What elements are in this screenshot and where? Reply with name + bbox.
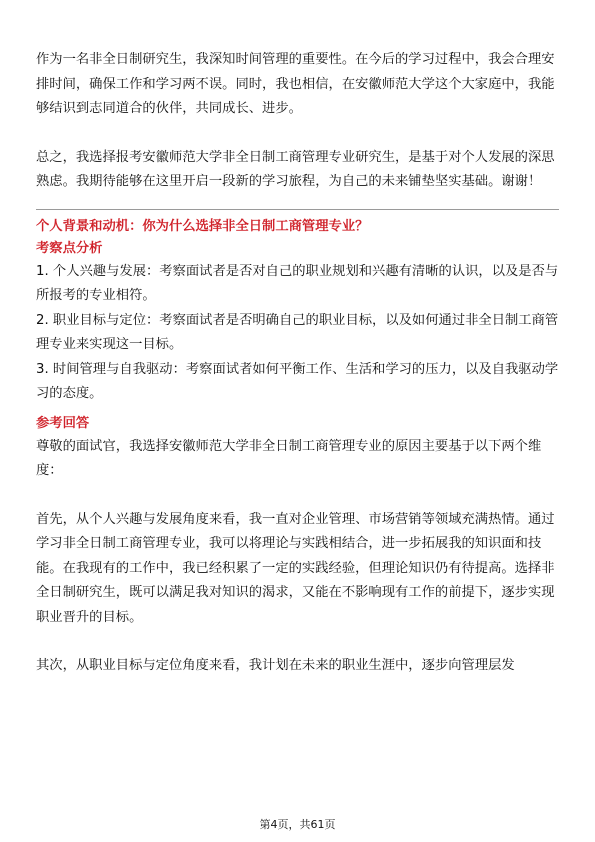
analysis-point-2: 2. 职业目标与定位：考察面试者是否明确自己的职业目标，以及如何通过非全日制工商管理专业来实现这一目标。 <box>36 312 559 352</box>
paragraph-time-management: 作为一名非全日制研究生，我深知时间管理的重要性。在今后的学习过程中，我会合理安排时间，确保工作和学习两不误。同时，我也相信，在安徽师范大学这个大家庭中，我能够结识到志同道合的伙伴，共同成长、进步。 <box>36 52 555 116</box>
analysis-point-1: 1. 个人兴趣与发展：考察面试者是否对自己的职业规划和兴趣有清晰的认识，以及是否与所报考的专业相符。 <box>36 263 559 303</box>
answer-heading: 参考回答 <box>36 415 90 431</box>
answer-first-dimension: 首先，从个人兴趣与发展角度来看，我一直对企业管理、市场营销等领域充满热情。通过学习非全日制工商管理专业，我可以将理论与实践相结合，进一步拓展我的知识面和技能。在我现有的工作中，我已经积累了一定的实践经验，但理论知识仍有待提高。选择非全日制研究生，既可以满足我对知识的渴求，又能在不影响现有工作的前提下，逐步实现职业晋升的目标。 <box>36 511 555 625</box>
answer-second-dimension: 其次，从职业目标与定位角度来看，我计划在未来的职业生涯中，逐步向管理层发 <box>36 658 515 673</box>
answer-intro: 尊敬的面试官，我选择安徽师范大学非全日制工商管理专业的原因主要基于以下两个维度： <box>36 438 542 478</box>
analysis-heading: 考察点分析 <box>36 240 103 256</box>
analysis-point-3: 3. 时间管理与自我驱动：考察面试者如何平衡工作、生活和学习的压力，以及自我驱动学习的态度。 <box>36 361 559 401</box>
paragraph-conclusion: 总之，我选择报考安徽师范大学非全日制工商管理专业研究生，是基于对个人发展的深思熟虑。我期待能够在这里开启一段新的学习旅程，为自己的未来铺垫坚实基础。谢谢！ <box>36 149 555 189</box>
section-divider <box>36 209 559 210</box>
document-page <box>36 48 559 679</box>
page-number: 第4页，共61页 <box>259 818 336 831</box>
question-title: 个人背景和动机：你为什么选择非全日制工商管理专业？ <box>36 218 369 234</box>
